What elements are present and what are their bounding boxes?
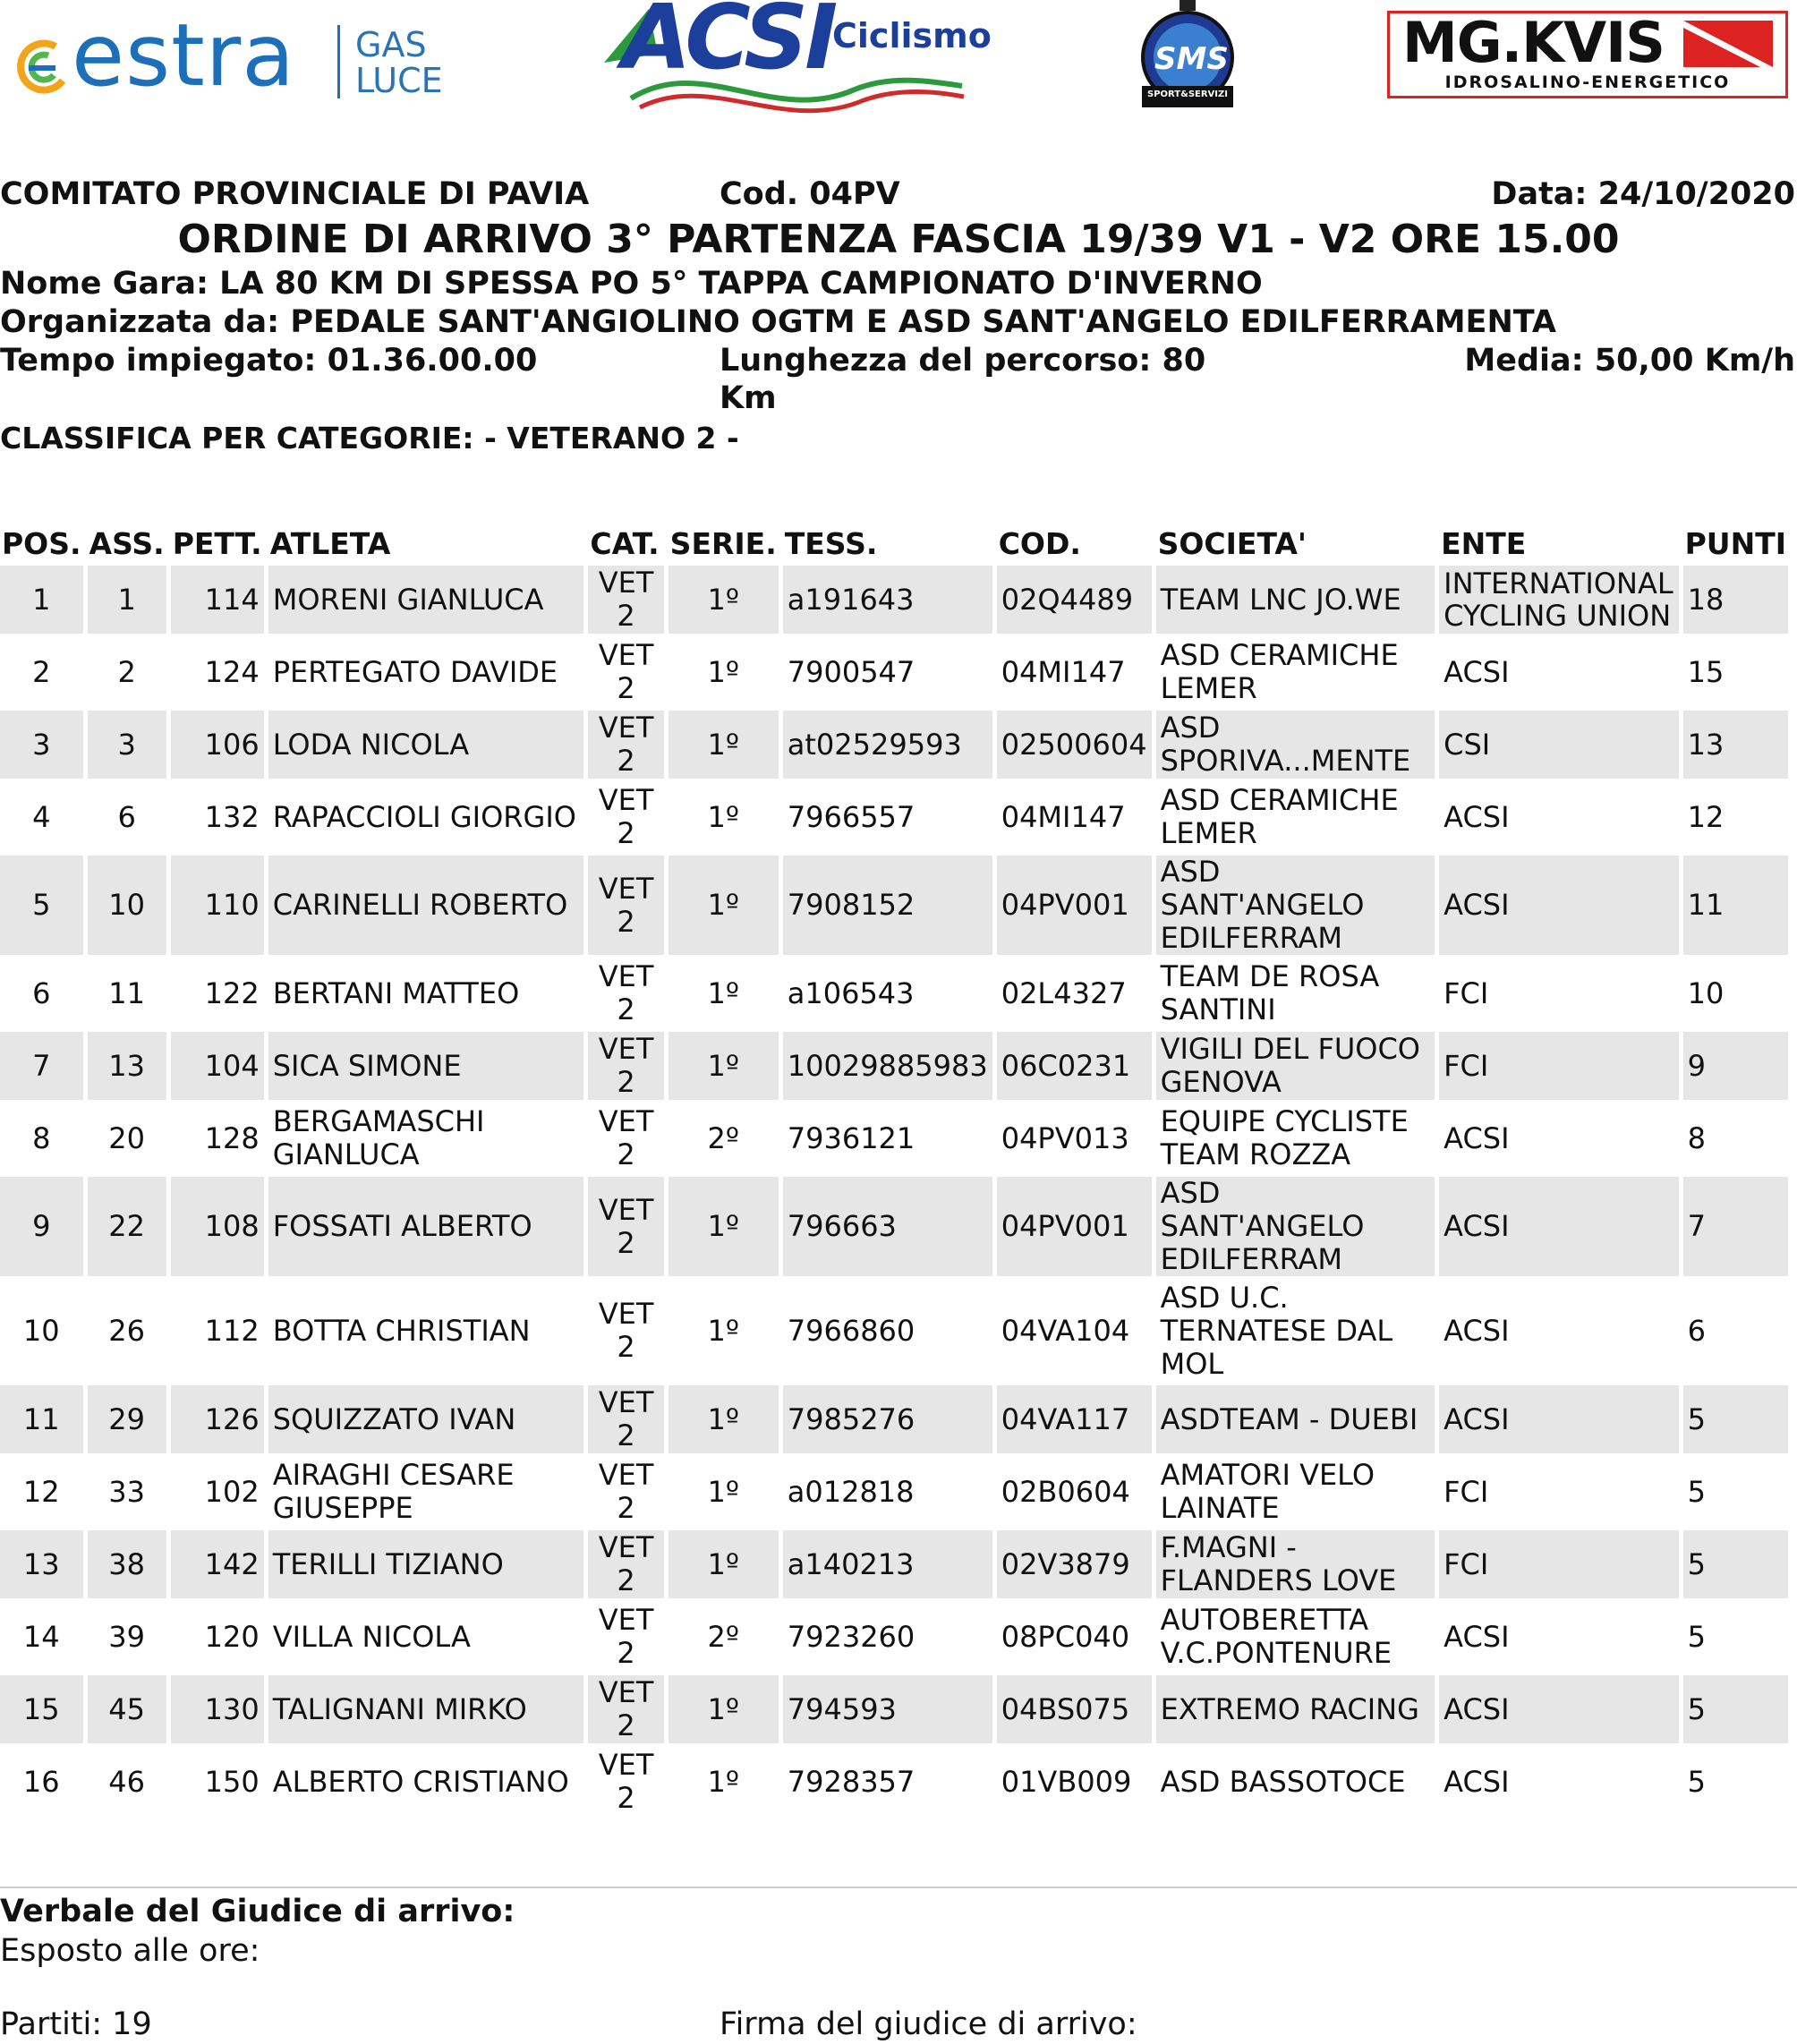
sms-wordmark: SMS bbox=[1154, 41, 1229, 77]
cell-cod: 02500604 bbox=[997, 711, 1152, 779]
cell-tess: a106543 bbox=[787, 975, 915, 1010]
col-cat: CAT. bbox=[590, 526, 660, 561]
cell-punti: 5 bbox=[1683, 1385, 1788, 1453]
cell-punti: 15 bbox=[1687, 654, 1725, 689]
cell-punti: 13 bbox=[1683, 711, 1788, 779]
cell-cod: 01VB009 bbox=[1001, 1764, 1132, 1799]
cell-serie: 2º bbox=[707, 1619, 739, 1654]
cell-cod: 06C0231 bbox=[997, 1032, 1152, 1100]
cell-cat: VET 2 bbox=[588, 1675, 663, 1743]
cell-cat: VET 2 bbox=[588, 711, 663, 779]
cell-cat: VET 2 bbox=[598, 1603, 654, 1670]
cell-societa: ASD SANT'ANGELO EDILFERRAM bbox=[1156, 1177, 1435, 1276]
cell-cat: VET 2 bbox=[598, 1297, 654, 1364]
table-row bbox=[0, 959, 1788, 1027]
table-row bbox=[0, 566, 1788, 634]
cell-pett: 122 bbox=[204, 975, 260, 1010]
cell-atleta: AIRAGHI CESARE GIUSEPPE bbox=[272, 1458, 515, 1525]
cell-cat: VET 2 bbox=[598, 783, 654, 850]
cell-pett: 130 bbox=[171, 1675, 264, 1743]
cell-cod: 02Q4489 bbox=[997, 566, 1152, 634]
col-ente: ENTE bbox=[1441, 526, 1527, 561]
estra-wordmark: estra bbox=[72, 5, 296, 106]
cell-ente: FCI bbox=[1444, 975, 1489, 1010]
col-pos: POS. bbox=[2, 526, 81, 561]
cell-pos: 10 bbox=[22, 1313, 60, 1348]
cell-ente: ACSI bbox=[1444, 799, 1510, 834]
sms-sub: SPORT&SERVIZI bbox=[1147, 89, 1228, 99]
race-name: Nome Gara: LA 80 KM DI SPESSA PO 5° TAPPA CAMPIONATO D'INVERNO bbox=[0, 266, 1263, 302]
results-table bbox=[0, 521, 1793, 1820]
table-row bbox=[0, 1603, 1788, 1671]
col-societa: SOCIETA' bbox=[1157, 526, 1307, 561]
cell-atleta: VILLA NICOLA bbox=[272, 1619, 471, 1654]
cell-ente: ACSI bbox=[1444, 1313, 1510, 1348]
cell-pett: 106 bbox=[171, 711, 264, 779]
cell-cat: VET 2 bbox=[598, 959, 654, 1026]
logo-bar bbox=[0, 0, 1797, 125]
cell-cat: VET 2 bbox=[588, 566, 663, 634]
cell-cat: VET 2 bbox=[588, 1032, 663, 1100]
verbale-label: Verbale del Giudice di arrivo: bbox=[0, 1894, 515, 1929]
cell-ass: 29 bbox=[88, 1385, 166, 1453]
cell-ente: ACSI bbox=[1444, 1120, 1510, 1155]
col-pett: PETT. bbox=[172, 526, 262, 561]
col-serie: SERIE. bbox=[669, 526, 777, 561]
cell-punti: 11 bbox=[1683, 856, 1788, 955]
cell-tess: 7908152 bbox=[783, 856, 992, 955]
cell-atleta: TALIGNANI MIRKO bbox=[268, 1675, 584, 1743]
col-atleta: ATLETA bbox=[269, 526, 391, 561]
acsi-ciclismo: Ciclismo bbox=[832, 16, 992, 55]
table-row bbox=[0, 1281, 1788, 1381]
cell-ente: ACSI bbox=[1439, 1385, 1678, 1453]
cell-atleta: BOTTA CHRISTIAN bbox=[272, 1313, 531, 1348]
cell-pett: 110 bbox=[171, 856, 264, 955]
table-row bbox=[0, 1177, 1788, 1276]
estra-logo bbox=[11, 5, 458, 106]
cell-societa: ASDTEAM - DUEBI bbox=[1156, 1385, 1435, 1453]
cell-cod: 02V3879 bbox=[997, 1530, 1152, 1598]
table-row bbox=[0, 1385, 1788, 1453]
cell-pos: 16 bbox=[22, 1764, 60, 1799]
cell-atleta: CARINELLI ROBERTO bbox=[268, 856, 584, 955]
cell-serie: 1º bbox=[707, 1313, 739, 1348]
cell-serie: 1º bbox=[707, 1474, 739, 1509]
cell-pett: 128 bbox=[204, 1120, 260, 1155]
cell-pos: 1 bbox=[0, 566, 83, 634]
cell-punti: 5 bbox=[1683, 1675, 1788, 1743]
cell-societa: EQUIPE CYCLISTE TEAM ROZZA bbox=[1160, 1104, 1409, 1171]
route-length: Lunghezza del percorso: 80 Km bbox=[720, 343, 1206, 416]
cell-ass: 6 bbox=[117, 799, 136, 834]
cell-cat: VET 2 bbox=[598, 638, 654, 705]
cell-punti: 12 bbox=[1687, 799, 1725, 834]
cell-ass: 20 bbox=[108, 1120, 145, 1155]
cell-cod: 04MI147 bbox=[1001, 654, 1126, 689]
cell-societa: ASD SANT'ANGELO EDILFERRAM bbox=[1156, 856, 1435, 955]
table-row bbox=[0, 856, 1788, 955]
average-speed: Media: 50,00 Km/h bbox=[1464, 343, 1795, 379]
cell-punti: 9 bbox=[1683, 1032, 1788, 1100]
cell-cod: 04VA117 bbox=[997, 1385, 1152, 1453]
cell-societa: VIGILI DEL FUOCO GENOVA bbox=[1156, 1032, 1435, 1100]
time-used: Tempo impiegato: 01.36.00.00 bbox=[0, 343, 538, 379]
cell-ass: 39 bbox=[108, 1619, 145, 1654]
cell-cod: 04PV001 bbox=[997, 856, 1152, 955]
cell-atleta: RAPACCIOLI GIORGIO bbox=[272, 799, 576, 834]
organizer: Organizzata da: PEDALE SANT'ANGIOLINO OGTM E ASD SANT'ANGELO EDILFERRAMENTA bbox=[0, 304, 1556, 340]
cell-serie: 1º bbox=[669, 1032, 779, 1100]
cell-atleta: ALBERTO CRISTIANO bbox=[272, 1764, 569, 1799]
cell-pos: 6 bbox=[32, 975, 51, 1010]
cell-serie: 1º bbox=[669, 711, 779, 779]
cell-societa: F.MAGNI - FLANDERS LOVE bbox=[1156, 1530, 1435, 1598]
date: Data: 24/10/2020 bbox=[1491, 176, 1795, 212]
acsi-wordmark: ACSI bbox=[622, 0, 835, 89]
cell-cod: 04VA104 bbox=[1001, 1313, 1130, 1348]
cell-societa: ASD U.C. TERNATESE DAL MOL bbox=[1160, 1280, 1393, 1381]
cell-tess: 10029885983 bbox=[783, 1032, 992, 1100]
cell-atleta: TERILLI TIZIANO bbox=[268, 1530, 584, 1598]
acsi-logo bbox=[595, 0, 992, 116]
cell-cat: VET 2 bbox=[598, 1104, 654, 1171]
cell-tess: 7966860 bbox=[787, 1313, 916, 1348]
cell-ass: 46 bbox=[108, 1764, 145, 1799]
mgk-sub: IDROSALINO-ENERGETICO bbox=[1444, 72, 1731, 92]
mgk-logo bbox=[1387, 11, 1788, 98]
category-heading: CLASSIFICA PER CATEGORIE: - VETERANO 2 - bbox=[0, 421, 739, 456]
table-row bbox=[0, 1458, 1788, 1526]
cell-cat: VET 2 bbox=[588, 1385, 663, 1453]
cell-tess: 7936121 bbox=[787, 1120, 916, 1155]
cell-tess: 796663 bbox=[783, 1177, 992, 1276]
cell-ente: FCI bbox=[1439, 1032, 1678, 1100]
cell-punti: 10 bbox=[1687, 975, 1725, 1010]
cell-societa: AMATORI VELO LAINATE bbox=[1160, 1458, 1375, 1525]
cell-pos: 13 bbox=[0, 1530, 83, 1598]
cell-societa: ASD SPORIVA...MENTE bbox=[1156, 711, 1435, 779]
cell-punti: 5 bbox=[1687, 1764, 1706, 1799]
cell-pos: 14 bbox=[22, 1619, 60, 1654]
cell-pett: 132 bbox=[204, 799, 260, 834]
cell-atleta: BERGAMASCHI GIANLUCA bbox=[272, 1104, 485, 1171]
cell-tess: 7928357 bbox=[787, 1764, 916, 1799]
cell-pett: 126 bbox=[171, 1385, 264, 1453]
code: Cod. 04PV bbox=[720, 176, 900, 212]
mgk-wordmark: MG.KVIS bbox=[1402, 10, 1665, 75]
cell-serie: 1º bbox=[669, 1385, 779, 1453]
cell-ass: 2 bbox=[117, 654, 136, 689]
cell-serie: 2º bbox=[707, 1120, 739, 1155]
col-tess: TESS. bbox=[784, 526, 878, 561]
cell-tess: 7985276 bbox=[783, 1385, 992, 1453]
cell-societa: AUTOBERETTA V.C.PONTENURE bbox=[1160, 1603, 1392, 1670]
cell-cat: VET 2 bbox=[588, 1530, 663, 1598]
cell-pos: 15 bbox=[0, 1675, 83, 1743]
cell-pos: 4 bbox=[32, 799, 51, 834]
cell-tess: 794593 bbox=[783, 1675, 992, 1743]
cell-cat: VET 2 bbox=[588, 1177, 663, 1276]
cell-tess: 7923260 bbox=[787, 1619, 916, 1654]
cell-pos: 2 bbox=[32, 654, 51, 689]
cell-atleta: PERTEGATO DAVIDE bbox=[272, 654, 558, 689]
cell-pett: 112 bbox=[204, 1313, 260, 1348]
estra-divider bbox=[337, 25, 340, 98]
table-row bbox=[0, 1748, 1788, 1816]
cell-cod: 04PV001 bbox=[997, 1177, 1152, 1276]
cell-punti: 18 bbox=[1683, 566, 1788, 634]
cell-societa: EXTREMO RACING bbox=[1156, 1675, 1435, 1743]
cell-ass: 10 bbox=[88, 856, 166, 955]
cell-ass: 13 bbox=[88, 1032, 166, 1100]
cell-tess: at02529593 bbox=[783, 711, 992, 779]
cell-tess: a191643 bbox=[783, 566, 992, 634]
cell-ente: ACSI bbox=[1439, 1675, 1678, 1743]
cell-ass: 45 bbox=[88, 1675, 166, 1743]
cell-pos: 8 bbox=[32, 1120, 51, 1155]
firma-label: Firma del giudice di arrivo: bbox=[720, 2006, 1137, 2042]
table-row bbox=[0, 638, 1788, 706]
cell-pett: 108 bbox=[171, 1177, 264, 1276]
cell-cod: 04PV013 bbox=[1001, 1120, 1129, 1155]
cell-cat: VET 2 bbox=[598, 1458, 654, 1525]
table-row bbox=[0, 1675, 1788, 1743]
cell-serie: 1º bbox=[669, 1530, 779, 1598]
cell-pos: 11 bbox=[0, 1385, 83, 1453]
cell-ass: 1 bbox=[88, 566, 166, 634]
estra-gas-luce: GAS LUCE bbox=[355, 25, 443, 100]
cell-cat: VET 2 bbox=[588, 856, 663, 955]
footer-divider bbox=[0, 1886, 1797, 1888]
cell-ass: 38 bbox=[88, 1530, 166, 1598]
cell-ass: 11 bbox=[108, 975, 145, 1010]
table-row bbox=[0, 1032, 1788, 1100]
cell-tess: a012818 bbox=[787, 1474, 915, 1509]
cell-ente: ACSI bbox=[1439, 1177, 1678, 1276]
cell-societa: ASD CERAMICHE LEMER bbox=[1160, 783, 1399, 850]
cell-cod: 02L4327 bbox=[1001, 975, 1127, 1010]
cell-ente: INTERNATIONAL CYCLING UNION bbox=[1439, 566, 1678, 634]
table-row bbox=[0, 711, 1788, 779]
cell-pett: 120 bbox=[204, 1619, 260, 1654]
cell-serie: 1º bbox=[707, 975, 739, 1010]
col-cod: COD. bbox=[998, 526, 1081, 561]
cell-atleta: LODA NICOLA bbox=[268, 711, 584, 779]
esposto-label: Esposto alle ore: bbox=[0, 1933, 260, 1969]
cell-punti: 5 bbox=[1687, 1619, 1706, 1654]
sms-logo bbox=[1135, 0, 1240, 111]
results-body bbox=[0, 566, 1788, 1816]
cell-serie: 1º bbox=[669, 1177, 779, 1276]
cell-ente: ACSI bbox=[1444, 1764, 1510, 1799]
table-row bbox=[0, 1530, 1788, 1598]
cell-tess: a140213 bbox=[783, 1530, 992, 1598]
cell-pos: 7 bbox=[0, 1032, 83, 1100]
table-row bbox=[0, 1104, 1788, 1172]
cell-ente: FCI bbox=[1444, 1474, 1489, 1509]
cell-tess: 7966557 bbox=[787, 799, 916, 834]
cell-punti: 6 bbox=[1687, 1313, 1706, 1348]
table-header-row bbox=[0, 525, 1788, 561]
cell-cod: 02B0604 bbox=[1001, 1474, 1130, 1509]
cell-atleta: SQUIZZATO IVAN bbox=[268, 1385, 584, 1453]
cell-ass: 22 bbox=[88, 1177, 166, 1276]
cell-pos: 9 bbox=[0, 1177, 83, 1276]
cell-societa: TEAM LNC JO.WE bbox=[1156, 566, 1435, 634]
mgk-flag-icon bbox=[1683, 21, 1773, 67]
cell-cod: 04MI147 bbox=[1001, 799, 1126, 834]
cell-punti: 8 bbox=[1687, 1120, 1706, 1155]
cell-pett: 142 bbox=[171, 1530, 264, 1598]
col-punti: PUNTI bbox=[1684, 526, 1786, 561]
cell-pos: 12 bbox=[22, 1474, 60, 1509]
cell-atleta: BERTANI MATTEO bbox=[272, 975, 520, 1010]
cell-societa: TEAM DE ROSA SANTINI bbox=[1160, 959, 1380, 1026]
cell-atleta: MORENI GIANLUCA bbox=[268, 566, 584, 634]
cell-ente: ACSI bbox=[1439, 856, 1678, 955]
cell-serie: 1º bbox=[707, 1764, 739, 1799]
cell-cod: 04BS075 bbox=[997, 1675, 1152, 1743]
cell-pos: 5 bbox=[0, 856, 83, 955]
cell-pett: 124 bbox=[204, 654, 260, 689]
cell-punti: 5 bbox=[1683, 1530, 1788, 1598]
cell-ente: CSI bbox=[1439, 711, 1678, 779]
committee: COMITATO PROVINCIALE DI PAVIA bbox=[0, 176, 590, 212]
table-row bbox=[0, 783, 1788, 851]
cell-ente: FCI bbox=[1439, 1530, 1678, 1598]
estra-swirl-icon bbox=[11, 29, 70, 109]
cell-pett: 102 bbox=[204, 1474, 260, 1509]
partiti-label: Partiti: 19 bbox=[0, 2006, 152, 2042]
cell-serie: 1º bbox=[707, 799, 739, 834]
col-ass: ASS. bbox=[89, 526, 165, 561]
cell-pett: 150 bbox=[204, 1764, 260, 1799]
cell-atleta: SICA SIMONE bbox=[268, 1032, 584, 1100]
cell-cod: 08PC040 bbox=[1001, 1619, 1130, 1654]
cell-atleta: FOSSATI ALBERTO bbox=[268, 1177, 584, 1276]
cell-cat: VET 2 bbox=[598, 1748, 654, 1815]
cell-punti: 5 bbox=[1687, 1474, 1706, 1509]
cell-tess: 7900547 bbox=[787, 654, 916, 689]
cell-serie: 1º bbox=[669, 566, 779, 634]
cell-ass: 33 bbox=[108, 1474, 145, 1509]
cell-ente: ACSI bbox=[1444, 654, 1510, 689]
cell-pett: 104 bbox=[171, 1032, 264, 1100]
cell-punti: 7 bbox=[1683, 1177, 1788, 1276]
cell-ass: 26 bbox=[108, 1313, 145, 1348]
cell-ente: ACSI bbox=[1444, 1619, 1510, 1654]
page-title: ORDINE DI ARRIVO 3° PARTENZA FASCIA 19/39 V1 - V2 ORE 15.00 bbox=[177, 217, 1620, 262]
cell-pos: 3 bbox=[0, 711, 83, 779]
cell-ass: 3 bbox=[88, 711, 166, 779]
cell-serie: 1º bbox=[669, 856, 779, 955]
cell-pett: 114 bbox=[171, 566, 264, 634]
cell-societa: ASD BASSOTOCE bbox=[1160, 1764, 1406, 1799]
cell-societa: ASD CERAMICHE LEMER bbox=[1160, 638, 1399, 705]
cell-serie: 1º bbox=[669, 1675, 779, 1743]
cell-serie: 1º bbox=[707, 654, 739, 689]
